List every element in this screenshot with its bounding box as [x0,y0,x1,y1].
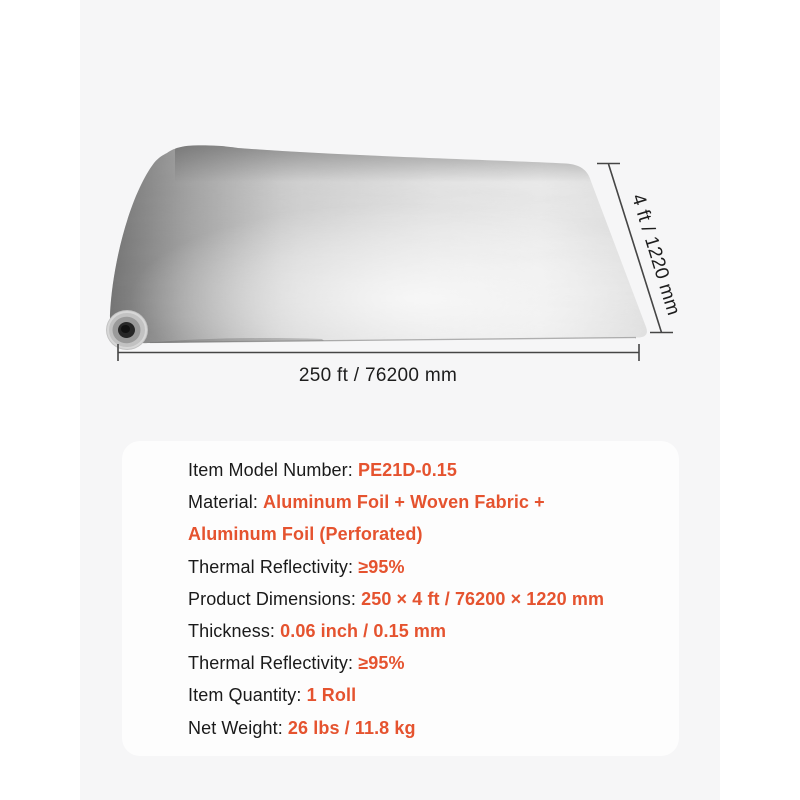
foil-roll-image [80,0,720,420]
spec-value: ≥95% [358,556,405,577]
spec-row-thermal-reflectivity [188,551,613,583]
spec-row-net-weight [188,712,613,744]
spec-value: 0.06 inch / 0.15 mm [280,621,447,642]
spec-value: PE21D-0.15 [357,460,458,480]
spec-label: Thermal Reflectivity: [188,556,354,577]
spec-value: 250 × 4 ft / 76200 × 1220 mm [361,588,605,609]
spec-label: Thickness: [188,621,276,642]
spec-row-item-quantity [188,679,613,711]
spec-value: 1 Roll [306,685,357,706]
spec-card [122,441,679,756]
height-dimension-label: 4 ft / 1220 mm [627,191,684,319]
spec-row-product-dimensions [188,583,613,615]
spec-list [188,454,613,744]
spec-label: Net Weight: [188,717,283,738]
spec-value: Aluminum Foil + Woven Fabric + Aluminum Foil (Perforated) [188,492,545,545]
roll-tube [106,310,148,350]
spec-row-thermal-reflectivity-2 [188,647,613,679]
spec-row-thickness [188,615,613,647]
spec-label: Product Dimensions: [188,588,356,609]
spec-label: Item Quantity: [188,685,302,706]
foil-sheet [100,140,700,393]
spec-row-item-model-number [188,454,613,486]
spec-label: Item Model Number: [188,460,353,480]
gray-canvas [80,0,720,800]
spec-value: 26 lbs / 11.8 kg [287,717,416,738]
spec-label: Material: [188,492,258,513]
spec-row-material [188,486,613,550]
spec-value: ≥95% [358,653,405,674]
width-dimension-label: 250 ft / 76200 mm [298,365,458,386]
spec-label: Thermal Reflectivity: [188,653,354,674]
